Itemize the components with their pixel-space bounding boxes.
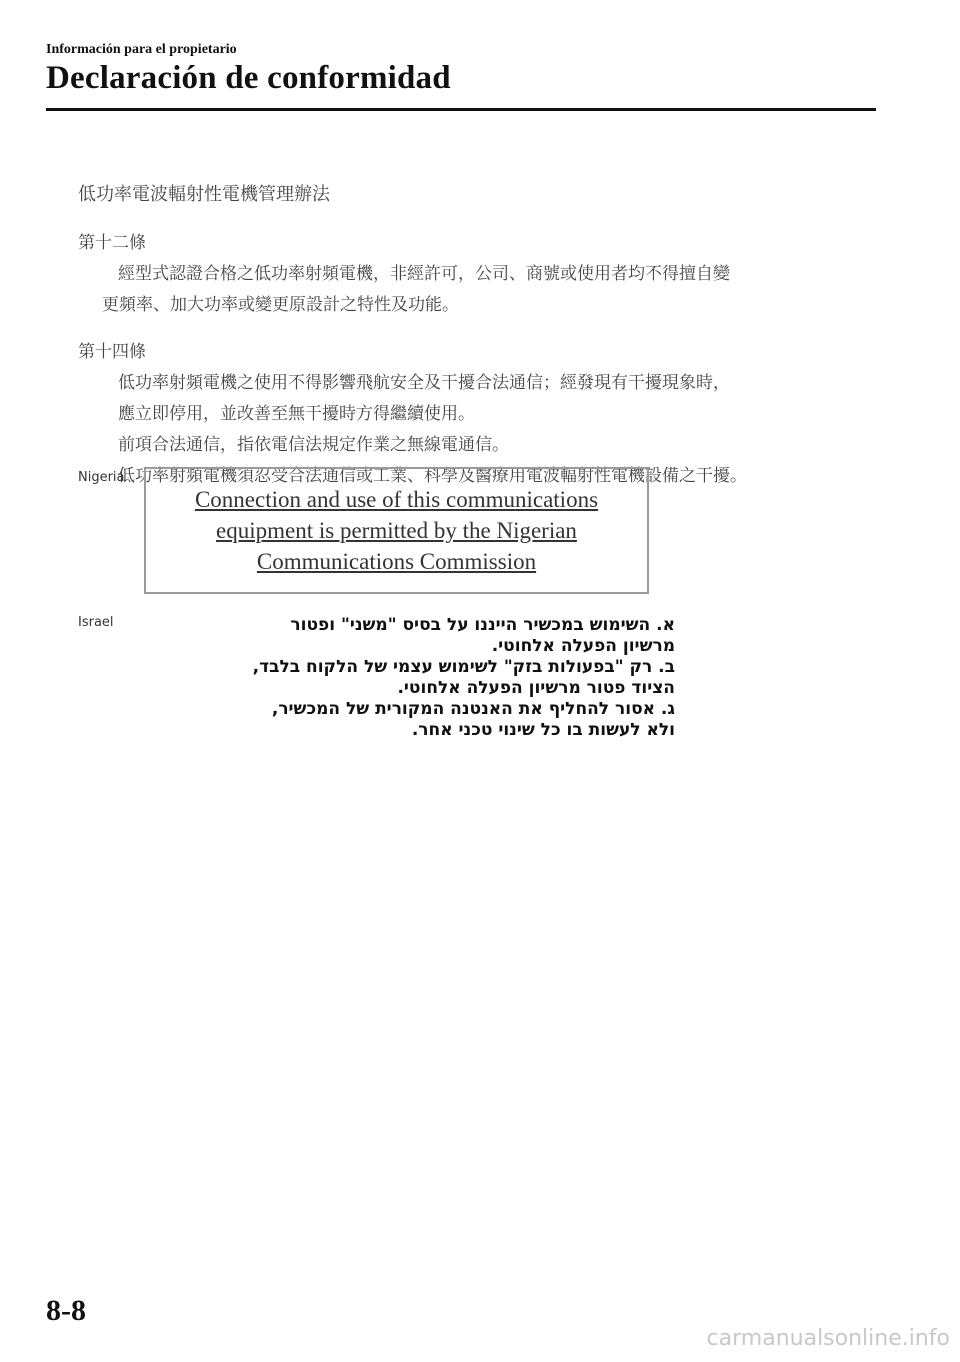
israel-notice <box>140 615 675 741</box>
taiwan-declaration <box>78 180 878 492</box>
article-14-heading: 第十四條 <box>78 342 146 362</box>
site-watermark: carmanualsonline.info <box>706 1326 950 1351</box>
article-12-line: 更頻率、加大功率或變更原設計之特性及功能。 <box>102 295 459 315</box>
nigeria-notice-line: Connection and use of this communications <box>194 487 599 512</box>
israel-notice-line: ולא לעשות בו כל שינוי טכני אחר. <box>411 720 675 740</box>
nigeria-notice-box <box>144 467 649 594</box>
israel-notice-line: הציוד פטור מרשיון הפעלה אלחוטי. <box>397 678 675 698</box>
israel-notice-line: ג. אסור להחליף את האנטנה המקורית של המכשיר, <box>271 699 675 719</box>
page-title: Declaración de conformidad <box>46 60 451 96</box>
nigeria-notice-line: equipment is permitted by the Nigerian <box>216 518 577 543</box>
taiwan-title: 低功率電波輻射性電機管理辦法 <box>78 184 330 205</box>
nigeria-label: Nigeria <box>78 470 125 485</box>
article-14-line: 應立即停用，並改善至無干擾時方得繼續使用。 <box>118 404 475 424</box>
article-14-line: 低功率射頻電機須忍受合法通信或工業、科學及醫療用電波輻射性電機設備之干擾。 <box>118 466 747 486</box>
article-14-line: 前項合法通信，指依電信法規定作業之無線電通信。 <box>118 435 509 455</box>
page-number: 8-8 <box>46 1294 86 1327</box>
israel-notice-line: ב. רק "בפעולות בזק" לשימוש עצמי של הלקוח בלבד, <box>252 657 675 677</box>
header-divider <box>46 108 876 111</box>
article-14-line: 低功率射頻電機之使用不得影響飛航安全及干擾合法通信；經發現有干擾現象時， <box>118 373 730 393</box>
section-subtitle: Información para el propietario <box>46 42 237 57</box>
israel-notice-line: מרשיון הפעלה אלחוטי. <box>491 636 675 656</box>
article-12-line: 經型式認證合格之低功率射頻電機，非經許可，公司、商號或使用者均不得擅自變 <box>118 264 730 284</box>
article-12-heading: 第十二條 <box>78 233 146 253</box>
israel-label: Israel <box>78 615 114 630</box>
israel-notice-line: א. השימוש במכשיר הייננו על בסיס "משני" ופטור <box>290 615 675 635</box>
nigeria-notice-line: Communications Commission <box>256 549 537 574</box>
